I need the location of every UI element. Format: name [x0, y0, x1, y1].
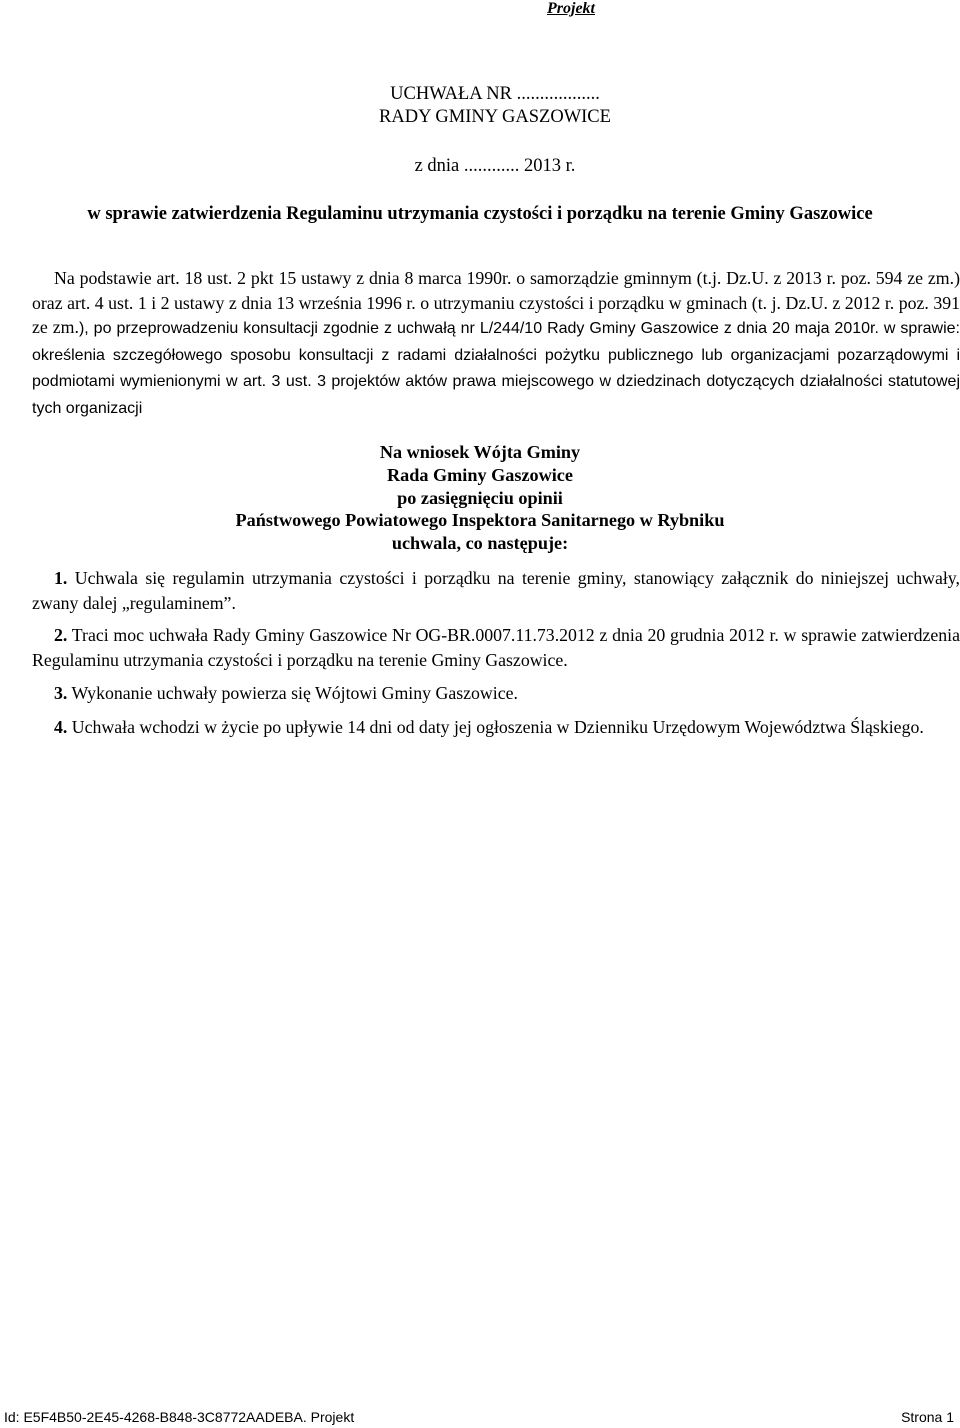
resolution-date: z dnia ............ 2013 r.: [414, 156, 576, 176]
paragraph-number: 4.: [54, 717, 68, 737]
paragraph-3: [32, 681, 960, 706]
resolution-number: UCHWAŁA NR ..................: [390, 84, 600, 104]
paragraph-number: 1.: [54, 568, 68, 588]
legal-basis-part1: Na podstawie art. 18 ust. 2 pkt 15 ustawy z dnia 8 marca 1990r. o samorządzie gminnym (t.j. Dz.U. z 2013 r. poz. 594 ze zm.) oraz art. 4 ust. 1 i 2 ustawy z dnia 13 września 1996 r. o utrzymaniu czystości i porządku w gminach (t. j. Dz.U. z 2012 r. poz. 391 ze zm.: [32, 268, 960, 337]
legal-basis-part2: ), po przeprowadzeniu konsultacji zgodnie z uchwałą nr L/244/10 Rady Gminy Gaszowice z dnia 20 maja 2010r.: [78, 320, 879, 337]
preamble-line: Państwowego Powiatowego Inspektora Sanitarnego w Rybniku: [235, 510, 725, 531]
paragraph-4: [32, 715, 960, 740]
preamble-line: po zasięgnięciu opinii: [397, 487, 563, 508]
paragraph-text: Wykonanie uchwały powierza się Wójtowi Gminy Gaszowice.: [67, 683, 518, 703]
paragraph-text: Uchwała wchodzi w życie po upływie 14 dni od daty jej ogłoszenia w Dzienniku Urzędowym Województwa Śląskiego.: [67, 717, 924, 737]
preamble: [60, 441, 900, 555]
document-id: Id: E5F4B50-2E45-4268-B848-3C8772AADEBA. Projekt: [4, 1409, 355, 1425]
paragraph-number: 2.: [54, 625, 68, 645]
preamble-line: Na wniosek Wójta Gminy: [379, 442, 581, 462]
paragraph-text: Traci moc uchwała Rady Gminy Gaszowice Nr OG-BR.0007.11.73.2012 z dnia 20 grudnia 2012 r. w sprawie zatwierdzenia Regulaminu utrzymania czystości i porządku na terenie Gminy Gaszowice.: [32, 625, 960, 670]
paragraph-1: [32, 566, 960, 615]
paragraph-text: Uchwala się regulamin utrzymania czystości i porządku na terenie gminy, stanowiący załącznik do niniejszej uchwały, zwany dalej „regulaminem”.: [32, 568, 960, 613]
preamble-line: Rada Gminy Gaszowice: [387, 464, 573, 485]
paragraph-2: [32, 623, 960, 672]
legal-basis: [32, 266, 960, 421]
preamble-line: uchwala, co następuje:: [391, 533, 569, 554]
legal-basis-part3: w sprawie: określenia szczegółowego sposobu konsultacji z radami działalności pożytku publicznego lub organizacjami pozarządowymi i podmiotami wymienionymi w art. 3 ust. 3 projektów aktów prawa miejscowego w dziedzinach dotyczących działalności statutowej tych organizacji: [32, 320, 960, 417]
page-number: Strona 1: [901, 1409, 954, 1425]
council-name: RADY GMINY GASZOWICE: [379, 107, 611, 127]
resolution-subject: w sprawie zatwierdzenia Regulaminu utrzymania czystości i porządku na terenie Gminy Gaszowice: [87, 204, 873, 224]
projekt-label: Projekt: [547, 0, 595, 17]
paragraph-number: 3.: [54, 683, 68, 703]
